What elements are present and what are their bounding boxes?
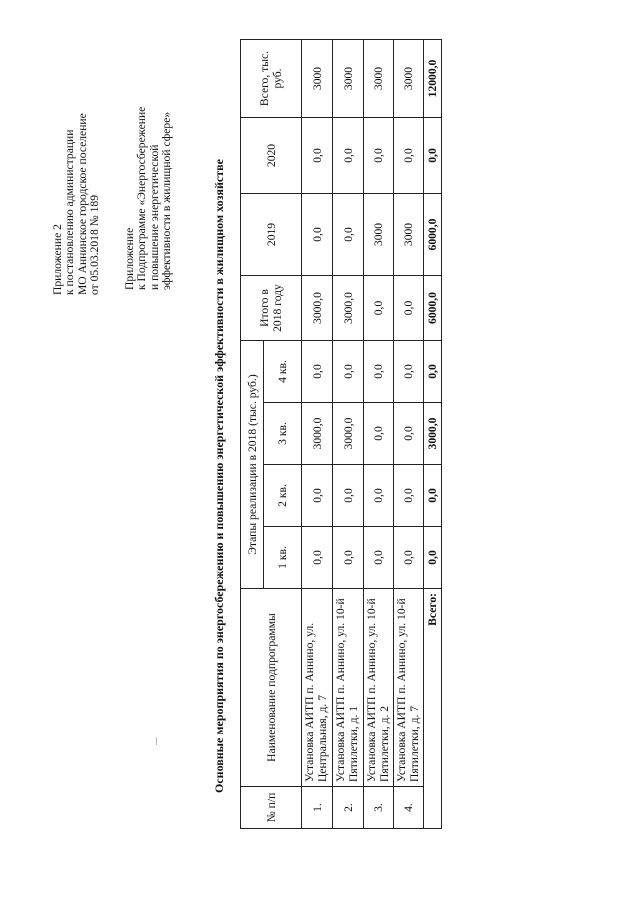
table-row [364, 40, 394, 829]
appendix-line3: и повышение энергетической [147, 144, 161, 290]
document-title: Основные мероприятия по энергосбережению и повышению энергетической эффективности в жилищном хозяйстве [212, 159, 226, 793]
row-name: Установка АИТП п. Аннино, ул. 10-й Пятилетки, д. 2 [364, 589, 394, 787]
row-q3: 0,0 [364, 403, 394, 465]
row-total: 3000 [302, 40, 333, 118]
row-q1: 0,0 [394, 527, 424, 589]
row-2019: 3000 [394, 194, 424, 276]
header-q4: 4 кв. [264, 341, 302, 403]
summary-2019: 6000,0 [424, 194, 442, 276]
appendix-line4: эффективности в жилищной сфере» [160, 111, 174, 290]
row-total: 3000 [364, 40, 394, 118]
row-total-2018: 3000,0 [333, 276, 364, 341]
row-q1: 0,0 [364, 527, 394, 589]
row-q4: 0,0 [302, 341, 333, 403]
row-name: Установка АИТП п. Аннино, ул. Центральная, д. 7 [302, 589, 333, 787]
summary-q1: 0,0 [424, 527, 442, 589]
row-name: Установка АИТП п. Аннино, ул. 10-й Пятилетки, д. 7 [394, 589, 424, 787]
summary-q3: 3000,0 [424, 403, 442, 465]
summary-total: 12000,0 [424, 40, 442, 118]
row-q3: 3000,0 [333, 403, 364, 465]
appendix-2-line2: к постановлению администрации [63, 129, 77, 295]
summary-2020: 0,0 [424, 118, 442, 194]
row-q1: 0,0 [302, 527, 333, 589]
row-q3: 0,0 [394, 403, 424, 465]
row-num: 4. [394, 787, 424, 829]
table-row [394, 40, 424, 829]
header-stages: Этапы реализации в 2018 (тыс. руб.) [241, 341, 264, 589]
appendix-2-line3: МО Аннинское городское поселение [75, 113, 89, 295]
appendix-2-line1: Приложение 2 [51, 224, 64, 295]
row-q2: 0,0 [394, 465, 424, 527]
appendix-block [124, 107, 174, 290]
row-2019: 0,0 [302, 194, 333, 276]
header-q2: 2 кв. [264, 465, 302, 527]
row-total: 3000 [333, 40, 364, 118]
header-q1: 1 кв. [264, 527, 302, 589]
row-2020: 0,0 [302, 118, 333, 194]
measures-table [240, 39, 442, 829]
header-total: Всего, тыс. руб. [241, 40, 302, 118]
row-q4: 0,0 [364, 341, 394, 403]
appendix-line2: к Подпрограмме «Энергосбережение [135, 106, 149, 290]
row-total-2018: 0,0 [394, 276, 424, 341]
header-q3: 3 кв. [264, 403, 302, 465]
appendix-2-line4: от 05.03.2018 № 189 [88, 194, 102, 295]
row-q2: 0,0 [333, 465, 364, 527]
summary-q4: 0,0 [424, 341, 442, 403]
summary-row [424, 40, 442, 829]
row-2020: 0,0 [333, 118, 364, 194]
header-row-1 [241, 40, 264, 829]
table-row [302, 40, 333, 829]
row-2019: 3000 [364, 194, 394, 276]
row-2019: 0,0 [333, 194, 364, 276]
row-total-2018: 3000,0 [302, 276, 333, 341]
header-2019: 2019 [241, 194, 302, 276]
row-q4: 0,0 [333, 341, 364, 403]
header-total-2018: Итого в 2018 году [241, 276, 302, 341]
row-total: 3000 [394, 40, 424, 118]
appendix-line1: Приложение [123, 227, 136, 290]
row-2020: 0,0 [364, 118, 394, 194]
row-2020: 0,0 [394, 118, 424, 194]
row-name: Установка АИТП п. Аннино, ул. 10-й Пятилетки, д. 1 [333, 589, 364, 787]
summary-total-2018: 6000,0 [424, 276, 442, 341]
row-total-2018: 0,0 [364, 276, 394, 341]
row-q1: 0,0 [333, 527, 364, 589]
row-q4: 0,0 [394, 341, 424, 403]
header-name: Наименование подпрограммы [241, 589, 302, 787]
row-num: 3. [364, 787, 394, 829]
summary-q2: 0,0 [424, 465, 442, 527]
header-num: № п/п [241, 787, 302, 829]
row-num: 1. [302, 787, 333, 829]
row-q3: 3000,0 [302, 403, 333, 465]
row-q2: 0,0 [364, 465, 394, 527]
header-2020: 2020 [241, 118, 302, 194]
row-num: 2. [333, 787, 364, 829]
table-row [333, 40, 364, 829]
row-q2: 0,0 [302, 465, 333, 527]
appendix-2-block [52, 113, 102, 295]
summary-label: Всего: [424, 589, 442, 829]
